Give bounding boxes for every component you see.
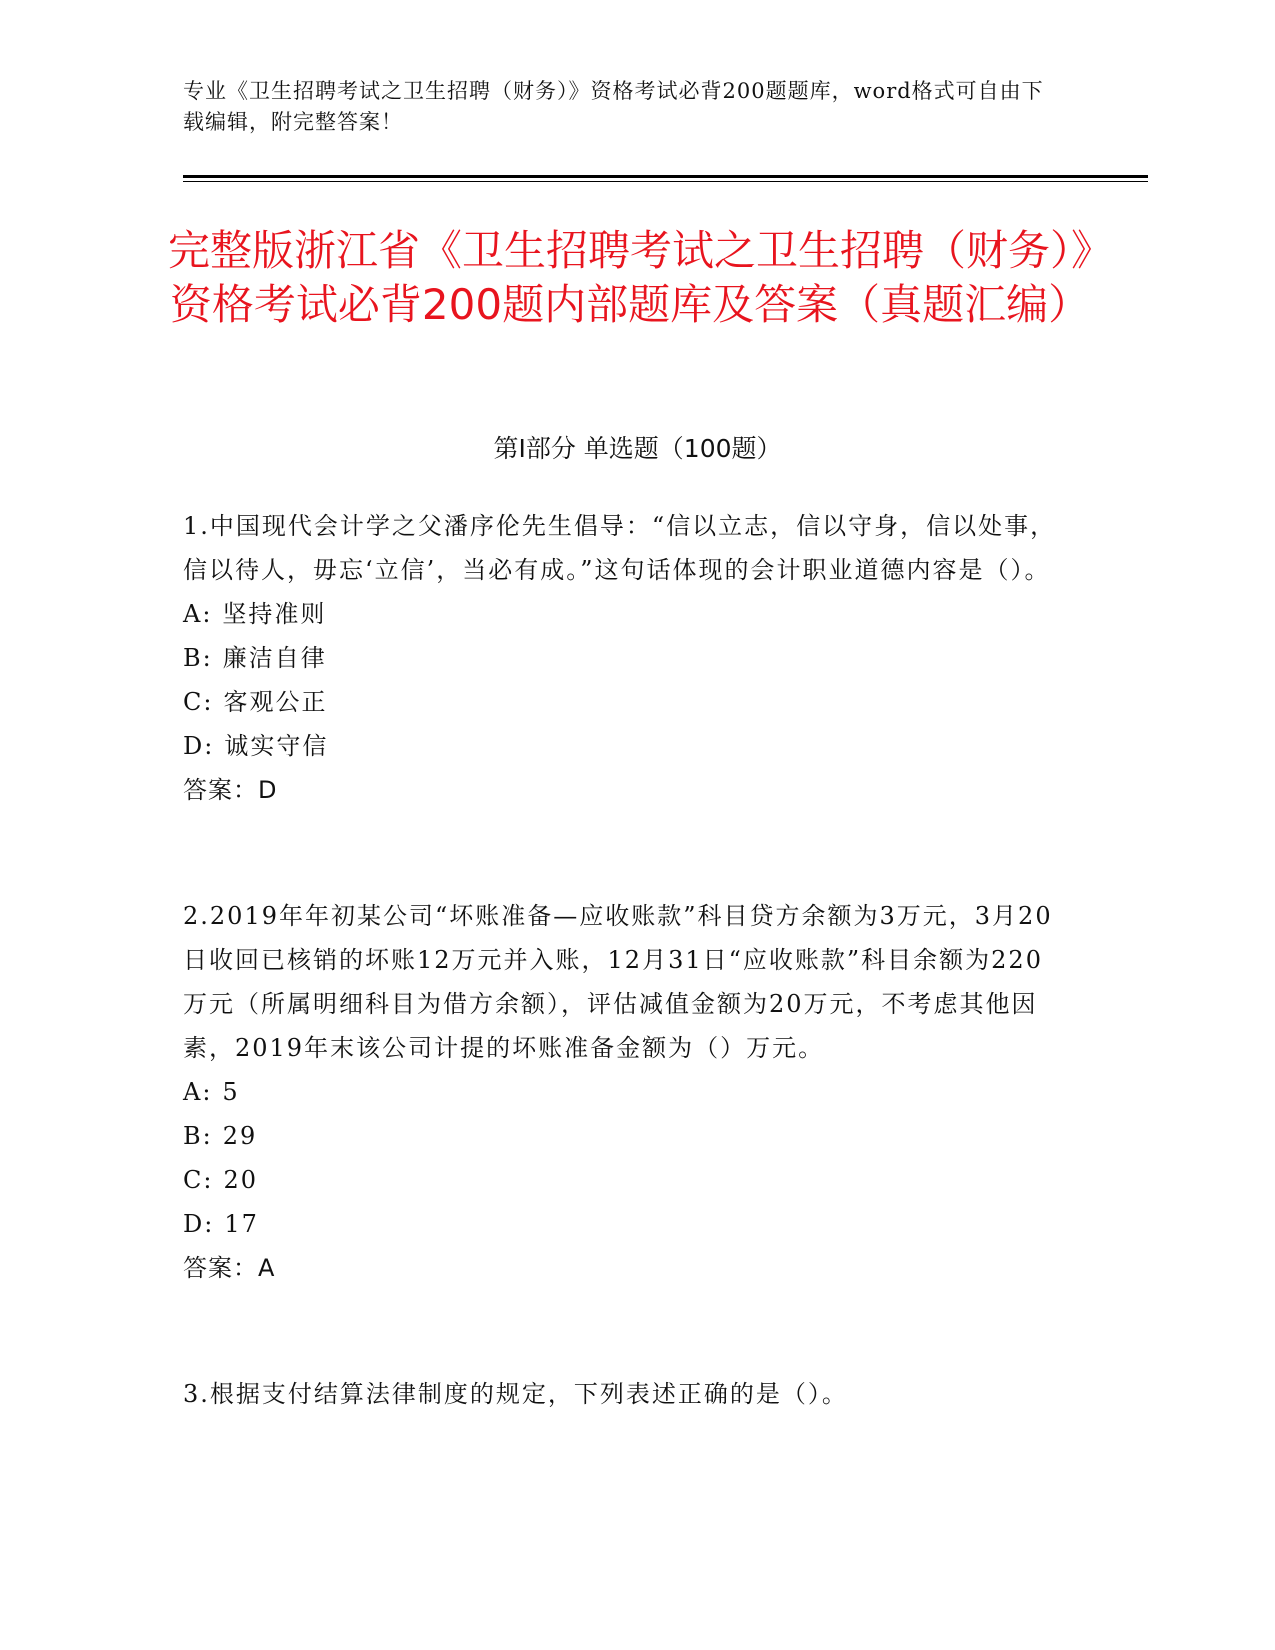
header-note: 专业《卫生招聘考试之卫生招聘（财务）》资格考试必背200题题库，word格式可自由下载编辑，附完整答案！ — [183, 79, 1044, 134]
question-stem: 1.中国现代会计学之父潘序伦先生倡导：“信以立志，信以守身，信以处事，信以待人，毋忘‘立信’，当必有成。”这句话体现的会计职业道德内容是（）。 — [183, 512, 1057, 584]
option-a — [183, 1070, 1063, 1114]
header-divider-thick — [183, 175, 1148, 178]
header-divider-thin — [183, 181, 1148, 182]
option-label: C: — [183, 1166, 214, 1194]
option-label: C: — [183, 688, 214, 716]
option-text: 廉洁自律 — [222, 644, 327, 672]
option-d — [183, 724, 1063, 768]
option-label: A: — [183, 1078, 213, 1106]
option-b — [183, 636, 1063, 680]
option-label: B: — [183, 644, 213, 672]
option-text: 5 — [222, 1078, 240, 1106]
question-1 — [183, 504, 1063, 812]
option-label: A: — [183, 600, 213, 628]
answer: 答案：A — [183, 1254, 276, 1282]
option-b — [183, 1114, 1063, 1158]
section-heading: 第Ⅰ部分 单选题（100题） — [493, 434, 782, 463]
option-text: 20 — [223, 1166, 258, 1194]
option-text: 客观公正 — [223, 688, 328, 716]
question-3 — [183, 1372, 1063, 1416]
question-stem: 3.根据支付结算法律制度的规定，下列表述正确的是（）。 — [183, 1380, 848, 1408]
option-d — [183, 1202, 1063, 1246]
option-a — [183, 592, 1063, 636]
option-text: 诚实守信 — [224, 732, 329, 760]
option-c — [183, 680, 1063, 724]
option-label: D: — [183, 1210, 215, 1238]
document-title: 完整版浙江省《卫生招聘考试之卫生招聘（财务）》资格考试必背200题内部题库及答案（真题汇编） — [167, 226, 1092, 329]
question-2 — [183, 894, 1063, 1290]
question-stem: 2.2019年年初某公司“坏账准备—应收账款”科目贷方余额为3万元，3月20日收回已核销的坏账12万元并入账，12月31日“应收账款”科目余额为220万元（所属明细科目为借方余额），评估减值金额为20万元，不考虑其他因素，2019年末该公司计提的坏账准备金额为（）万元。 — [183, 902, 1053, 1062]
option-label: B: — [183, 1122, 213, 1150]
option-c — [183, 1158, 1063, 1202]
answer: 答案：D — [183, 776, 278, 804]
option-label: D: — [183, 732, 215, 760]
option-text: 17 — [224, 1210, 259, 1238]
option-text: 29 — [222, 1122, 258, 1150]
option-text: 坚持准则 — [222, 600, 327, 628]
